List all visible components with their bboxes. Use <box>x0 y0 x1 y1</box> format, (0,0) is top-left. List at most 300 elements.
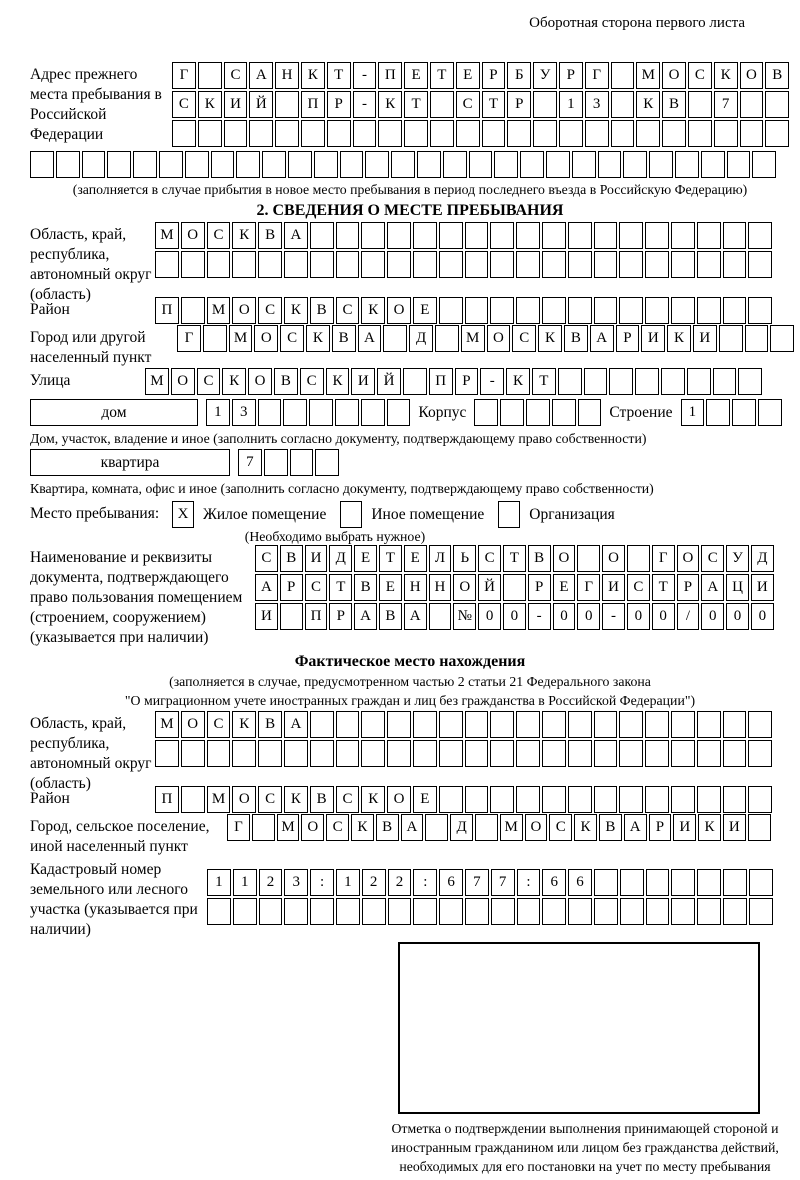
char-box[interactable]: У <box>726 545 749 572</box>
char-box[interactable] <box>594 297 618 324</box>
char-box[interactable]: 0 <box>577 603 600 630</box>
char-box[interactable]: Д <box>450 814 473 841</box>
char-box[interactable]: 2 <box>362 869 386 896</box>
char-box[interactable]: С <box>688 62 712 89</box>
char-box[interactable] <box>469 151 493 178</box>
char-box[interactable] <box>516 251 540 278</box>
char-box[interactable]: - <box>353 91 377 118</box>
char-box[interactable] <box>675 151 699 178</box>
char-box[interactable]: К <box>232 222 256 249</box>
char-box[interactable]: 0 <box>627 603 650 630</box>
char-box[interactable]: : <box>517 869 541 896</box>
char-box[interactable]: К <box>378 91 402 118</box>
char-box[interactable] <box>403 368 427 395</box>
char-box[interactable]: 0 <box>701 603 724 630</box>
char-box[interactable]: Г <box>652 545 675 572</box>
char-box[interactable] <box>233 898 257 925</box>
char-box[interactable]: О <box>487 325 511 352</box>
char-box[interactable]: Ь <box>453 545 476 572</box>
char-box[interactable] <box>172 120 196 147</box>
char-box[interactable]: : <box>310 869 334 896</box>
char-box[interactable] <box>456 120 480 147</box>
char-box[interactable] <box>425 814 448 841</box>
char-box[interactable] <box>236 151 260 178</box>
char-box[interactable] <box>284 251 308 278</box>
char-box[interactable] <box>748 711 772 738</box>
char-box[interactable]: 0 <box>553 603 576 630</box>
char-box[interactable]: К <box>506 368 530 395</box>
char-box[interactable] <box>542 251 566 278</box>
char-box[interactable] <box>671 786 695 813</box>
char-box[interactable] <box>598 151 622 178</box>
char-box[interactable]: Е <box>404 62 428 89</box>
char-box[interactable]: А <box>255 574 278 601</box>
char-box[interactable] <box>249 120 273 147</box>
char-box[interactable]: Р <box>528 574 551 601</box>
char-box[interactable] <box>645 222 669 249</box>
char-box[interactable] <box>723 711 747 738</box>
char-box[interactable] <box>688 120 712 147</box>
char-box[interactable]: С <box>197 368 221 395</box>
char-box[interactable]: О <box>248 368 272 395</box>
char-box[interactable] <box>723 222 747 249</box>
char-box[interactable] <box>619 740 643 767</box>
char-box[interactable]: Б <box>507 62 531 89</box>
char-box[interactable] <box>262 151 286 178</box>
char-box[interactable]: О <box>553 545 576 572</box>
checkbox-residential-premise[interactable] <box>172 501 194 528</box>
char-box[interactable]: К <box>232 711 256 738</box>
char-box[interactable] <box>258 251 282 278</box>
char-box[interactable]: О <box>301 814 324 841</box>
char-box[interactable] <box>207 898 231 925</box>
char-box[interactable]: М <box>155 711 179 738</box>
char-box[interactable] <box>713 368 737 395</box>
char-box[interactable]: В <box>310 786 334 813</box>
char-box[interactable] <box>671 251 695 278</box>
char-box[interactable] <box>749 898 773 925</box>
char-box[interactable] <box>697 222 721 249</box>
char-box[interactable]: 1 <box>207 869 231 896</box>
char-box[interactable] <box>635 368 659 395</box>
char-box[interactable]: Р <box>507 91 531 118</box>
char-box[interactable] <box>620 869 644 896</box>
char-box[interactable]: А <box>624 814 647 841</box>
char-box[interactable] <box>568 222 592 249</box>
char-box[interactable] <box>82 151 106 178</box>
char-box[interactable] <box>310 740 334 767</box>
char-box[interactable] <box>503 574 526 601</box>
char-box[interactable] <box>620 898 644 925</box>
char-box[interactable] <box>258 740 282 767</box>
char-box[interactable]: Г <box>227 814 250 841</box>
char-box[interactable]: М <box>207 297 231 324</box>
char-box[interactable]: К <box>284 297 308 324</box>
char-box[interactable] <box>714 120 738 147</box>
char-box[interactable] <box>430 91 454 118</box>
char-box[interactable] <box>723 898 747 925</box>
char-box[interactable] <box>542 786 566 813</box>
char-box[interactable]: Е <box>456 62 480 89</box>
char-box[interactable] <box>159 151 183 178</box>
char-box[interactable]: А <box>404 603 427 630</box>
char-box[interactable] <box>439 251 463 278</box>
char-box[interactable]: Р <box>329 603 352 630</box>
char-box[interactable] <box>609 368 633 395</box>
char-box[interactable] <box>361 222 385 249</box>
char-box[interactable] <box>594 869 618 896</box>
char-box[interactable] <box>155 740 179 767</box>
char-box[interactable]: Д <box>751 545 774 572</box>
char-box[interactable]: С <box>207 711 231 738</box>
char-box[interactable]: К <box>301 62 325 89</box>
char-box[interactable] <box>645 251 669 278</box>
char-box[interactable] <box>259 898 283 925</box>
char-box[interactable] <box>490 297 514 324</box>
char-box[interactable] <box>413 222 437 249</box>
char-box[interactable]: Й <box>478 574 501 601</box>
char-box[interactable] <box>491 898 515 925</box>
char-box[interactable] <box>133 151 157 178</box>
char-box[interactable] <box>465 251 489 278</box>
char-box[interactable] <box>207 740 231 767</box>
char-box[interactable] <box>645 711 669 738</box>
char-box[interactable] <box>732 399 756 426</box>
char-box[interactable]: И <box>641 325 665 352</box>
char-box[interactable]: Е <box>553 574 576 601</box>
char-box[interactable]: Й <box>377 368 401 395</box>
char-box[interactable] <box>365 151 389 178</box>
char-box[interactable] <box>465 786 489 813</box>
char-box[interactable] <box>661 368 685 395</box>
char-box[interactable]: Р <box>482 62 506 89</box>
char-box[interactable] <box>387 711 411 738</box>
char-box[interactable]: Т <box>503 545 526 572</box>
char-box[interactable] <box>542 740 566 767</box>
char-box[interactable] <box>361 711 385 738</box>
char-box[interactable] <box>572 151 596 178</box>
char-box[interactable]: М <box>636 62 660 89</box>
char-box[interactable] <box>738 368 762 395</box>
char-box[interactable]: О <box>181 711 205 738</box>
char-box[interactable] <box>283 399 307 426</box>
char-box[interactable]: Т <box>379 545 402 572</box>
char-box[interactable]: И <box>602 574 625 601</box>
char-box[interactable]: К <box>198 91 222 118</box>
char-box[interactable]: Т <box>329 574 352 601</box>
char-box[interactable] <box>619 222 643 249</box>
char-box[interactable] <box>723 740 747 767</box>
char-box[interactable]: 0 <box>726 603 749 630</box>
char-box[interactable] <box>671 297 695 324</box>
char-box[interactable]: Н <box>429 574 452 601</box>
char-box[interactable]: О <box>525 814 548 841</box>
char-box[interactable]: И <box>723 814 746 841</box>
char-box[interactable]: 0 <box>478 603 501 630</box>
char-box[interactable] <box>507 120 531 147</box>
char-box[interactable] <box>645 786 669 813</box>
char-box[interactable]: К <box>222 368 246 395</box>
char-box[interactable]: Р <box>559 62 583 89</box>
char-box[interactable]: - <box>528 603 551 630</box>
char-box[interactable] <box>284 740 308 767</box>
char-box[interactable] <box>288 151 312 178</box>
char-box[interactable] <box>552 399 576 426</box>
char-box[interactable]: В <box>662 91 686 118</box>
char-box[interactable]: О <box>232 297 256 324</box>
char-box[interactable]: С <box>224 62 248 89</box>
char-box[interactable] <box>516 786 540 813</box>
char-box[interactable]: П <box>155 297 179 324</box>
char-box[interactable] <box>107 151 131 178</box>
char-box[interactable]: С <box>255 545 278 572</box>
char-box[interactable] <box>687 368 711 395</box>
char-box[interactable] <box>765 120 789 147</box>
char-box[interactable]: 0 <box>503 603 526 630</box>
char-box[interactable]: Д <box>329 545 352 572</box>
char-box[interactable] <box>740 91 764 118</box>
char-box[interactable] <box>727 151 751 178</box>
char-box[interactable]: С <box>207 222 231 249</box>
char-box[interactable] <box>181 251 205 278</box>
char-box[interactable]: К <box>636 91 660 118</box>
char-box[interactable] <box>627 545 650 572</box>
char-box[interactable] <box>232 251 256 278</box>
char-box[interactable] <box>516 222 540 249</box>
char-box[interactable] <box>533 91 557 118</box>
char-box[interactable]: П <box>305 603 328 630</box>
char-box[interactable]: Е <box>379 574 402 601</box>
char-box[interactable]: П <box>429 368 453 395</box>
char-box[interactable]: В <box>528 545 551 572</box>
checkbox-other-premise[interactable] <box>340 501 362 528</box>
char-box[interactable] <box>533 120 557 147</box>
char-box[interactable]: - <box>602 603 625 630</box>
char-box[interactable] <box>688 91 712 118</box>
char-box[interactable]: К <box>538 325 562 352</box>
char-box[interactable]: М <box>500 814 523 841</box>
char-box[interactable]: 1 <box>206 399 230 426</box>
char-box[interactable] <box>362 898 386 925</box>
char-box[interactable] <box>198 62 222 89</box>
char-box[interactable] <box>671 898 695 925</box>
char-box[interactable] <box>517 898 541 925</box>
char-box[interactable] <box>439 786 463 813</box>
char-box[interactable] <box>671 222 695 249</box>
char-box[interactable]: С <box>258 786 282 813</box>
char-box[interactable] <box>719 325 743 352</box>
char-box[interactable]: И <box>351 368 375 395</box>
char-box[interactable]: К <box>284 786 308 813</box>
char-box[interactable]: О <box>181 222 205 249</box>
char-box[interactable]: В <box>765 62 789 89</box>
char-box[interactable]: Т <box>404 91 428 118</box>
char-box[interactable] <box>594 711 618 738</box>
char-box[interactable]: 6 <box>439 869 463 896</box>
char-box[interactable] <box>413 740 437 767</box>
char-box[interactable]: / <box>677 603 700 630</box>
char-box[interactable] <box>645 297 669 324</box>
char-box[interactable] <box>475 814 498 841</box>
char-box[interactable] <box>336 898 360 925</box>
char-box[interactable] <box>314 151 338 178</box>
char-box[interactable]: И <box>673 814 696 841</box>
char-box[interactable]: Г <box>577 574 600 601</box>
char-box[interactable] <box>378 120 402 147</box>
char-box[interactable]: Й <box>249 91 273 118</box>
char-box[interactable]: К <box>361 786 385 813</box>
char-box[interactable]: В <box>258 222 282 249</box>
char-box[interactable]: 3 <box>284 869 308 896</box>
char-box[interactable]: С <box>258 297 282 324</box>
char-box[interactable]: В <box>379 603 402 630</box>
char-box[interactable]: А <box>701 574 724 601</box>
char-box[interactable]: П <box>155 786 179 813</box>
char-box[interactable] <box>387 251 411 278</box>
char-box[interactable] <box>611 62 635 89</box>
char-box[interactable] <box>490 740 514 767</box>
char-box[interactable]: 7 <box>465 869 489 896</box>
char-box[interactable]: Р <box>649 814 672 841</box>
char-box[interactable] <box>585 120 609 147</box>
char-box[interactable] <box>224 120 248 147</box>
char-box[interactable] <box>181 740 205 767</box>
char-box[interactable]: 2 <box>259 869 283 896</box>
char-box[interactable] <box>546 151 570 178</box>
char-box[interactable] <box>258 399 282 426</box>
char-box[interactable] <box>327 120 351 147</box>
char-box[interactable]: К <box>714 62 738 89</box>
char-box[interactable]: 1 <box>233 869 257 896</box>
char-box[interactable]: С <box>456 91 480 118</box>
char-box[interactable]: А <box>590 325 614 352</box>
char-box[interactable] <box>181 786 205 813</box>
char-box[interactable]: И <box>255 603 278 630</box>
char-box[interactable]: С <box>336 786 360 813</box>
char-box[interactable]: Т <box>430 62 454 89</box>
char-box[interactable]: 6 <box>542 869 566 896</box>
char-box[interactable] <box>619 297 643 324</box>
char-box[interactable]: Т <box>482 91 506 118</box>
char-box[interactable] <box>594 222 618 249</box>
char-box[interactable]: С <box>280 325 304 352</box>
char-box[interactable] <box>387 399 411 426</box>
char-box[interactable] <box>646 898 670 925</box>
char-box[interactable]: О <box>254 325 278 352</box>
char-box[interactable] <box>671 869 695 896</box>
char-box[interactable]: Е <box>413 297 437 324</box>
char-box[interactable] <box>284 898 308 925</box>
char-box[interactable] <box>310 898 334 925</box>
char-box[interactable]: И <box>224 91 248 118</box>
char-box[interactable] <box>542 222 566 249</box>
house-type-box[interactable] <box>30 399 198 426</box>
char-box[interactable]: - <box>353 62 377 89</box>
char-box[interactable]: М <box>229 325 253 352</box>
char-box[interactable]: Т <box>327 62 351 89</box>
char-box[interactable]: А <box>249 62 273 89</box>
char-box[interactable] <box>542 711 566 738</box>
char-box[interactable] <box>568 251 592 278</box>
char-box[interactable]: О <box>387 786 411 813</box>
char-box[interactable] <box>290 449 314 476</box>
char-box[interactable] <box>203 325 227 352</box>
char-box[interactable]: Е <box>413 786 437 813</box>
char-box[interactable] <box>185 151 209 178</box>
char-box[interactable] <box>310 711 334 738</box>
char-box[interactable] <box>701 151 725 178</box>
char-box[interactable] <box>474 399 498 426</box>
char-box[interactable]: 0 <box>751 603 774 630</box>
char-box[interactable]: М <box>145 368 169 395</box>
char-box[interactable]: 7 <box>714 91 738 118</box>
char-box[interactable] <box>748 786 772 813</box>
char-box[interactable] <box>430 120 454 147</box>
char-box[interactable] <box>413 898 437 925</box>
char-box[interactable]: К <box>361 297 385 324</box>
char-box[interactable] <box>594 898 618 925</box>
char-box[interactable]: 7 <box>238 449 262 476</box>
char-box[interactable] <box>697 711 721 738</box>
char-box[interactable] <box>516 711 540 738</box>
char-box[interactable] <box>740 120 764 147</box>
char-box[interactable] <box>361 251 385 278</box>
char-box[interactable] <box>439 740 463 767</box>
char-box[interactable] <box>594 740 618 767</box>
char-box[interactable]: С <box>326 814 349 841</box>
char-box[interactable] <box>439 222 463 249</box>
char-box[interactable]: И <box>751 574 774 601</box>
char-box[interactable]: И <box>305 545 328 572</box>
char-box[interactable]: С <box>300 368 324 395</box>
char-box[interactable] <box>558 368 582 395</box>
char-box[interactable] <box>697 297 721 324</box>
char-box[interactable] <box>568 740 592 767</box>
char-box[interactable]: О <box>232 786 256 813</box>
char-box[interactable]: В <box>376 814 399 841</box>
char-box[interactable] <box>568 898 592 925</box>
char-box[interactable] <box>443 151 467 178</box>
char-box[interactable]: : <box>413 869 437 896</box>
char-box[interactable] <box>697 869 721 896</box>
char-box[interactable]: А <box>401 814 424 841</box>
char-box[interactable] <box>619 251 643 278</box>
char-box[interactable] <box>619 711 643 738</box>
char-box[interactable] <box>723 786 747 813</box>
char-box[interactable]: 0 <box>652 603 675 630</box>
char-box[interactable] <box>649 151 673 178</box>
char-box[interactable]: И <box>693 325 717 352</box>
char-box[interactable]: Н <box>404 574 427 601</box>
char-box[interactable] <box>383 325 407 352</box>
char-box[interactable] <box>748 297 772 324</box>
char-box[interactable]: М <box>461 325 485 352</box>
char-box[interactable]: Г <box>585 62 609 89</box>
char-box[interactable]: 1 <box>336 869 360 896</box>
char-box[interactable] <box>594 786 618 813</box>
char-box[interactable]: Р <box>327 91 351 118</box>
char-box[interactable]: О <box>387 297 411 324</box>
char-box[interactable] <box>559 120 583 147</box>
char-box[interactable]: О <box>602 545 625 572</box>
char-box[interactable]: 1 <box>681 399 705 426</box>
char-box[interactable]: Р <box>455 368 479 395</box>
char-box[interactable] <box>198 120 222 147</box>
char-box[interactable] <box>439 297 463 324</box>
char-box[interactable]: В <box>258 711 282 738</box>
char-box[interactable] <box>520 151 544 178</box>
char-box[interactable]: У <box>533 62 557 89</box>
